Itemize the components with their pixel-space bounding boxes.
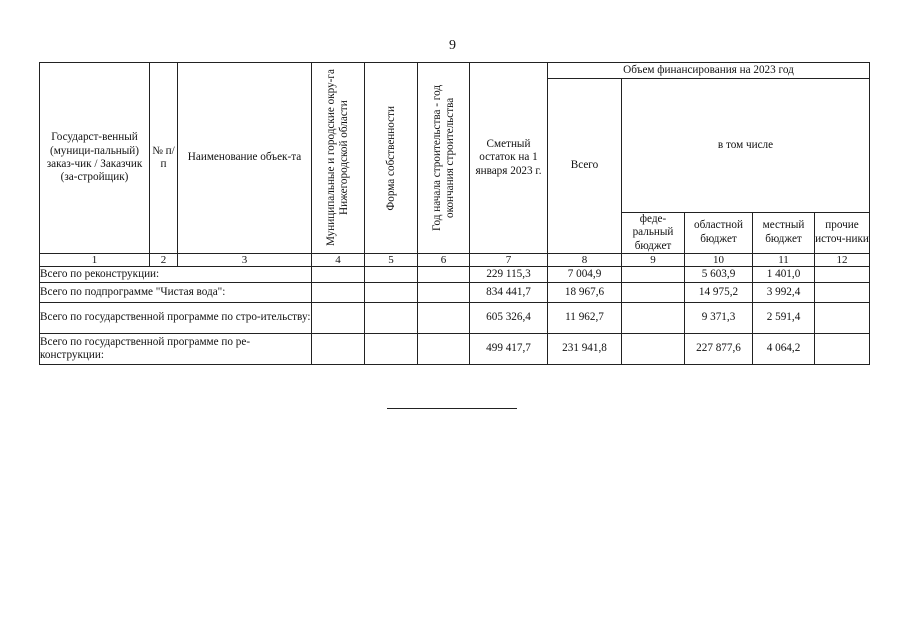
column-number: 3 xyxy=(178,254,312,267)
page-number: 9 xyxy=(449,38,456,53)
empty-cell xyxy=(312,267,365,283)
header-other: прочие источ-ники xyxy=(815,212,870,253)
header-construction-years-cell xyxy=(418,63,470,254)
row-label: Всего по подпрограмме "Чистая вода": xyxy=(40,283,312,303)
row-label: Всего по государственной программе по стро-ительству: xyxy=(40,303,312,334)
empty-cell xyxy=(365,303,418,334)
header-estimated-balance: Сметный остаток на 1 января 2023 г. xyxy=(470,63,548,254)
header-item-number: № п/п xyxy=(150,63,178,254)
table-row xyxy=(40,267,870,283)
other-value xyxy=(815,267,870,283)
federal-value xyxy=(622,334,685,365)
header-federal: феде-ральный бюджет xyxy=(622,212,685,253)
local-value: 1 401,0 xyxy=(753,267,815,283)
empty-cell xyxy=(418,283,470,303)
empty-cell xyxy=(312,283,365,303)
header-including: в том числе xyxy=(622,79,870,213)
local-value: 3 992,4 xyxy=(753,283,815,303)
column-number-row xyxy=(40,254,870,267)
funding-table xyxy=(39,62,870,365)
header-ownership-cell xyxy=(365,63,418,254)
regional-value: 14 975,2 xyxy=(685,283,753,303)
table-row xyxy=(40,283,870,303)
row-label: Всего по реконструкции: xyxy=(40,267,312,283)
regional-value: 5 603,9 xyxy=(685,267,753,283)
federal-value xyxy=(622,283,685,303)
column-number: 1 xyxy=(40,254,150,267)
estimated-balance-value: 834 441,7 xyxy=(470,283,548,303)
empty-cell xyxy=(365,334,418,365)
empty-cell xyxy=(312,334,365,365)
header-construction-years: Год начала строительства - год окончания строительства xyxy=(430,84,456,232)
column-number: 5 xyxy=(365,254,418,267)
other-value xyxy=(815,334,870,365)
total-value: 18 967,6 xyxy=(548,283,622,303)
estimated-balance-value: 229 115,3 xyxy=(470,267,548,283)
local-value: 4 064,2 xyxy=(753,334,815,365)
total-value: 7 004,9 xyxy=(548,267,622,283)
table-row xyxy=(40,303,870,334)
regional-value: 9 371,3 xyxy=(685,303,753,334)
total-value: 11 962,7 xyxy=(548,303,622,334)
estimated-balance-value: 605 326,4 xyxy=(470,303,548,334)
federal-value xyxy=(622,303,685,334)
header-object-name: Наименование объек-та xyxy=(178,63,312,254)
other-value xyxy=(815,283,870,303)
column-number: 11 xyxy=(753,254,815,267)
empty-cell xyxy=(365,283,418,303)
header-total: Всего xyxy=(548,79,622,254)
empty-cell xyxy=(418,334,470,365)
column-number: 4 xyxy=(312,254,365,267)
local-value: 2 591,4 xyxy=(753,303,815,334)
column-number: 8 xyxy=(548,254,622,267)
header-municipality-cell xyxy=(312,63,365,254)
empty-cell xyxy=(312,303,365,334)
table-row xyxy=(40,334,870,365)
column-number: 10 xyxy=(685,254,753,267)
column-number: 2 xyxy=(150,254,178,267)
estimated-balance-value: 499 417,7 xyxy=(470,334,548,365)
header-ownership: Форма собственности xyxy=(384,105,397,211)
column-number: 12 xyxy=(815,254,870,267)
row-label: Всего по государственной программе по ре-конструкции: xyxy=(40,334,312,365)
column-number: 7 xyxy=(470,254,548,267)
column-number: 9 xyxy=(622,254,685,267)
total-value: 231 941,8 xyxy=(548,334,622,365)
regional-value: 227 877,6 xyxy=(685,334,753,365)
federal-value xyxy=(622,267,685,283)
empty-cell xyxy=(418,267,470,283)
empty-cell xyxy=(365,267,418,283)
empty-cell xyxy=(418,303,470,334)
header-funding-group: Объем финансирования на 2023 год xyxy=(548,63,870,79)
header-local: местный бюджет xyxy=(753,212,815,253)
header-municipality: Муниципальные и городские окру-га Нижегородской области xyxy=(325,69,350,247)
other-value xyxy=(815,303,870,334)
footer-divider xyxy=(387,408,517,409)
header-regional: областной бюджет xyxy=(685,212,753,253)
header-customer: Государст-венный (муници-пальный) заказ-чик / Заказчик (за-стройщик) xyxy=(40,63,150,254)
column-number: 6 xyxy=(418,254,470,267)
